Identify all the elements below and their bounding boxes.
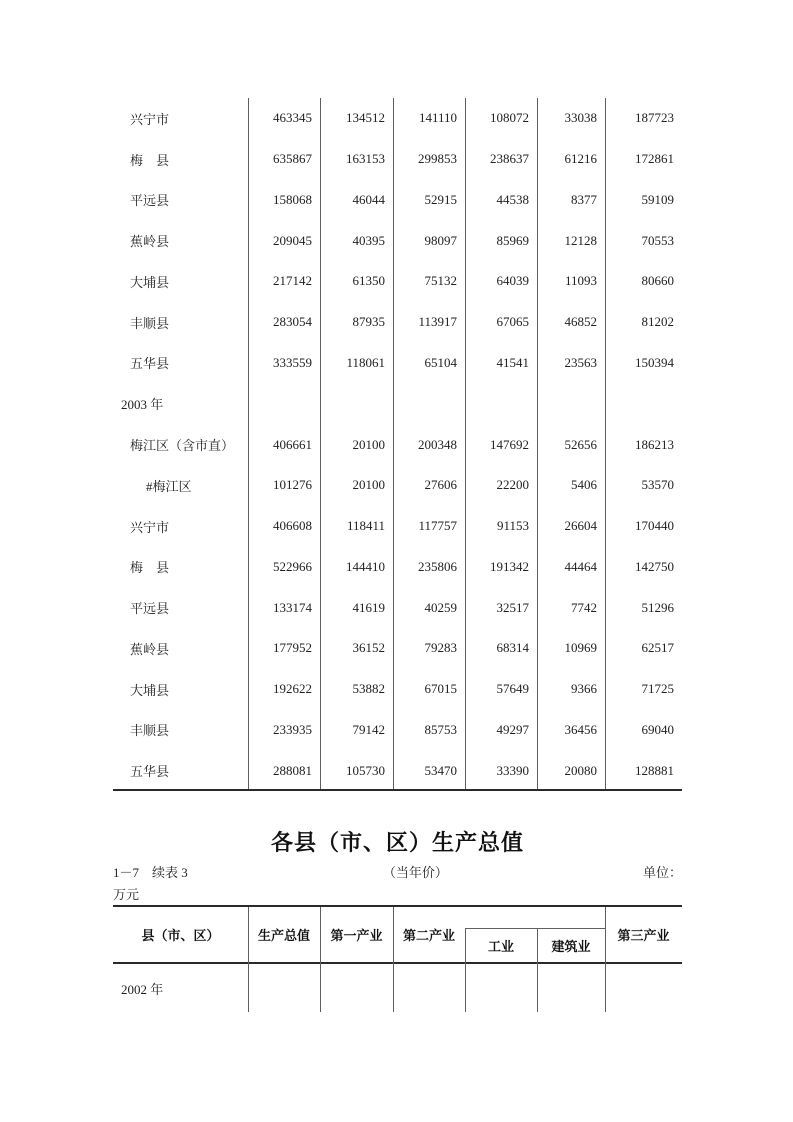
cell-value: 85753: [424, 721, 457, 737]
cell-value: 53470: [424, 762, 457, 778]
cell-value: 108072: [490, 110, 529, 126]
cell-value: 7742: [571, 599, 597, 615]
cell-value: 40395: [352, 232, 385, 248]
table-row: [113, 98, 682, 139]
cell-value: 41541: [496, 354, 529, 370]
gdp-table-rows: [113, 964, 682, 1012]
cell-value: 200348: [418, 436, 457, 452]
cell-value: 27606: [424, 477, 457, 493]
header-tertiary: 第三产业: [617, 928, 670, 943]
cell-value: 209045: [273, 232, 312, 248]
cell-value: 70553: [641, 232, 674, 248]
table-bottom-rule: [113, 789, 682, 791]
header-region: 县（市、区）: [141, 928, 220, 943]
table-row: [113, 964, 682, 1012]
cell-value: 26604: [564, 518, 597, 534]
cell-value: 10969: [564, 640, 597, 656]
caption-line: [113, 862, 682, 880]
table-row: [113, 628, 682, 669]
cell-value: 150394: [635, 354, 674, 370]
cell-value: 177952: [273, 640, 312, 656]
cell-value: 52656: [564, 436, 597, 452]
cell-value: 36456: [564, 721, 597, 737]
unit-label: 单位：: [642, 864, 682, 880]
caption-line: [113, 884, 682, 902]
cell-value: 170440: [635, 518, 674, 534]
cell-value: 11093: [564, 273, 597, 289]
cell-value: 101276: [273, 477, 312, 493]
cell-value: 20100: [352, 477, 385, 493]
table-row: [113, 302, 682, 343]
cell-value: 98097: [424, 232, 457, 248]
cell-value: 141110: [418, 110, 457, 126]
unit-value: 万元: [113, 887, 140, 902]
cell-value: 67015: [424, 681, 457, 697]
cell-value: 57649: [496, 681, 529, 697]
cell-value: 71725: [641, 681, 674, 697]
header-construction: 建筑业: [551, 939, 591, 954]
header-gdp: 生产总值: [257, 928, 310, 943]
cell-value: 79142: [352, 721, 385, 737]
cell-value: 81202: [641, 314, 674, 330]
cell-value: 20100: [352, 436, 385, 452]
row-label: 梅江区（含市直）: [130, 438, 235, 453]
cell-value: 61350: [352, 273, 385, 289]
cell-value: 59109: [641, 191, 674, 207]
cell-value: 283054: [273, 314, 312, 330]
cell-value: 51296: [641, 599, 674, 615]
table-row: [113, 669, 682, 710]
table-row: [113, 465, 682, 506]
cell-value: 147692: [490, 436, 529, 452]
table-row: [113, 750, 682, 791]
cell-value: 333559: [273, 354, 312, 370]
cell-value: 49297: [496, 721, 529, 737]
cell-value: 62517: [641, 640, 674, 656]
cell-value: 158068: [273, 191, 312, 207]
cell-value: 12128: [564, 232, 597, 248]
cell-value: 75132: [424, 273, 457, 289]
cell-value: 46852: [564, 314, 597, 330]
table-ref: 1－7 续表 3: [113, 864, 188, 880]
cell-value: 406608: [273, 518, 312, 534]
cell-value: 118411: [346, 518, 385, 534]
cell-value: 65104: [424, 354, 457, 370]
cell-value: 23563: [564, 354, 597, 370]
cell-value: 463345: [273, 110, 312, 126]
table-row: [113, 383, 682, 424]
cell-value: 91153: [496, 518, 529, 534]
cell-value: 217142: [273, 273, 312, 289]
cell-value: 133174: [273, 599, 312, 615]
table-row: [113, 180, 682, 221]
table-row: [113, 506, 682, 547]
cell-value: 5406: [571, 477, 597, 493]
cell-value: 191342: [490, 558, 529, 574]
header-secondary: 第二产业: [402, 928, 455, 943]
cell-value: 117757: [418, 518, 457, 534]
cell-value: 80660: [641, 273, 674, 289]
cell-value: 68314: [496, 640, 529, 656]
cell-value: 163153: [346, 151, 385, 167]
cell-value: 36152: [352, 640, 385, 656]
cell-value: 406661: [273, 436, 312, 452]
cell-value: 53570: [641, 477, 674, 493]
cell-value: 85969: [496, 232, 529, 248]
row-label: 蕉岭县: [130, 234, 170, 250]
table-row: [113, 424, 682, 465]
cell-value: 118061: [346, 354, 385, 370]
row-label: 平远县: [130, 193, 170, 209]
cell-value: 46044: [352, 191, 385, 207]
cell-value: 144410: [346, 558, 385, 574]
header-primary: 第一产业: [330, 928, 383, 943]
continued-table-rows: [113, 98, 682, 791]
row-label: 梅 县: [130, 560, 170, 576]
cell-value: 67065: [496, 314, 529, 330]
row-label: 大埔县: [130, 682, 170, 698]
cell-value: 33390: [496, 762, 529, 778]
row-label: 2002 年: [121, 981, 164, 997]
table-row: [113, 261, 682, 302]
table-row: [113, 139, 682, 180]
price-note: （当年价）: [382, 864, 448, 880]
cell-value: 41619: [352, 599, 385, 615]
cell-value: 288081: [273, 762, 312, 778]
row-label: 大埔县: [130, 274, 170, 290]
cell-value: 233935: [273, 721, 312, 737]
cell-value: 53882: [352, 681, 385, 697]
table-row: [113, 587, 682, 628]
cell-value: 299853: [418, 151, 457, 167]
cell-value: 186213: [635, 436, 674, 452]
cell-value: 44538: [496, 191, 529, 207]
cell-value: 61216: [564, 151, 597, 167]
cell-value: 33038: [564, 110, 597, 126]
cell-value: 187723: [635, 110, 674, 126]
row-label: 兴宁市: [130, 519, 170, 535]
cell-value: 44464: [564, 558, 597, 574]
row-label: 兴宁市: [130, 111, 170, 127]
cell-value: 172861: [635, 151, 674, 167]
cell-value: 32517: [496, 599, 529, 615]
cell-value: 22200: [496, 477, 529, 493]
header-industry: 工业: [487, 939, 514, 954]
cell-value: 87935: [352, 314, 385, 330]
cell-value: 40259: [424, 599, 457, 615]
cell-value: 20080: [564, 762, 597, 778]
table-row: [113, 546, 682, 587]
cell-value: 69040: [641, 721, 674, 737]
cell-value: 113917: [418, 314, 457, 330]
table-row: [113, 343, 682, 384]
row-label: 蕉岭县: [130, 641, 170, 657]
row-label: 五华县: [130, 764, 170, 780]
cell-value: 238637: [490, 151, 529, 167]
cell-value: 52915: [424, 191, 457, 207]
row-label: 2003 年: [121, 397, 164, 413]
continued-table: [113, 98, 682, 791]
row-label: 平远县: [130, 601, 170, 617]
cell-value: 9366: [571, 681, 597, 697]
gdp-table: [113, 905, 682, 1012]
row-label: #梅江区: [146, 478, 192, 494]
row-label: 丰顺县: [130, 723, 170, 739]
cell-value: 8377: [571, 191, 597, 207]
row-label: 丰顺县: [130, 315, 170, 331]
cell-value: 64039: [496, 273, 529, 289]
page-title: 各县（市、区）生产总值: [270, 830, 524, 855]
cell-value: 105730: [346, 762, 385, 778]
cell-value: 134512: [346, 110, 385, 126]
cell-value: 635867: [273, 151, 312, 167]
cell-value: 79283: [424, 640, 457, 656]
cell-value: 192622: [273, 681, 312, 697]
cell-value: 235806: [418, 558, 457, 574]
cell-value: 522966: [273, 558, 312, 574]
row-label: 五华县: [130, 356, 170, 372]
table-row: [113, 709, 682, 750]
cell-value: 128881: [635, 762, 674, 778]
row-label: 梅 县: [130, 152, 170, 168]
cell-value: 142750: [635, 558, 674, 574]
table-row: [113, 220, 682, 261]
